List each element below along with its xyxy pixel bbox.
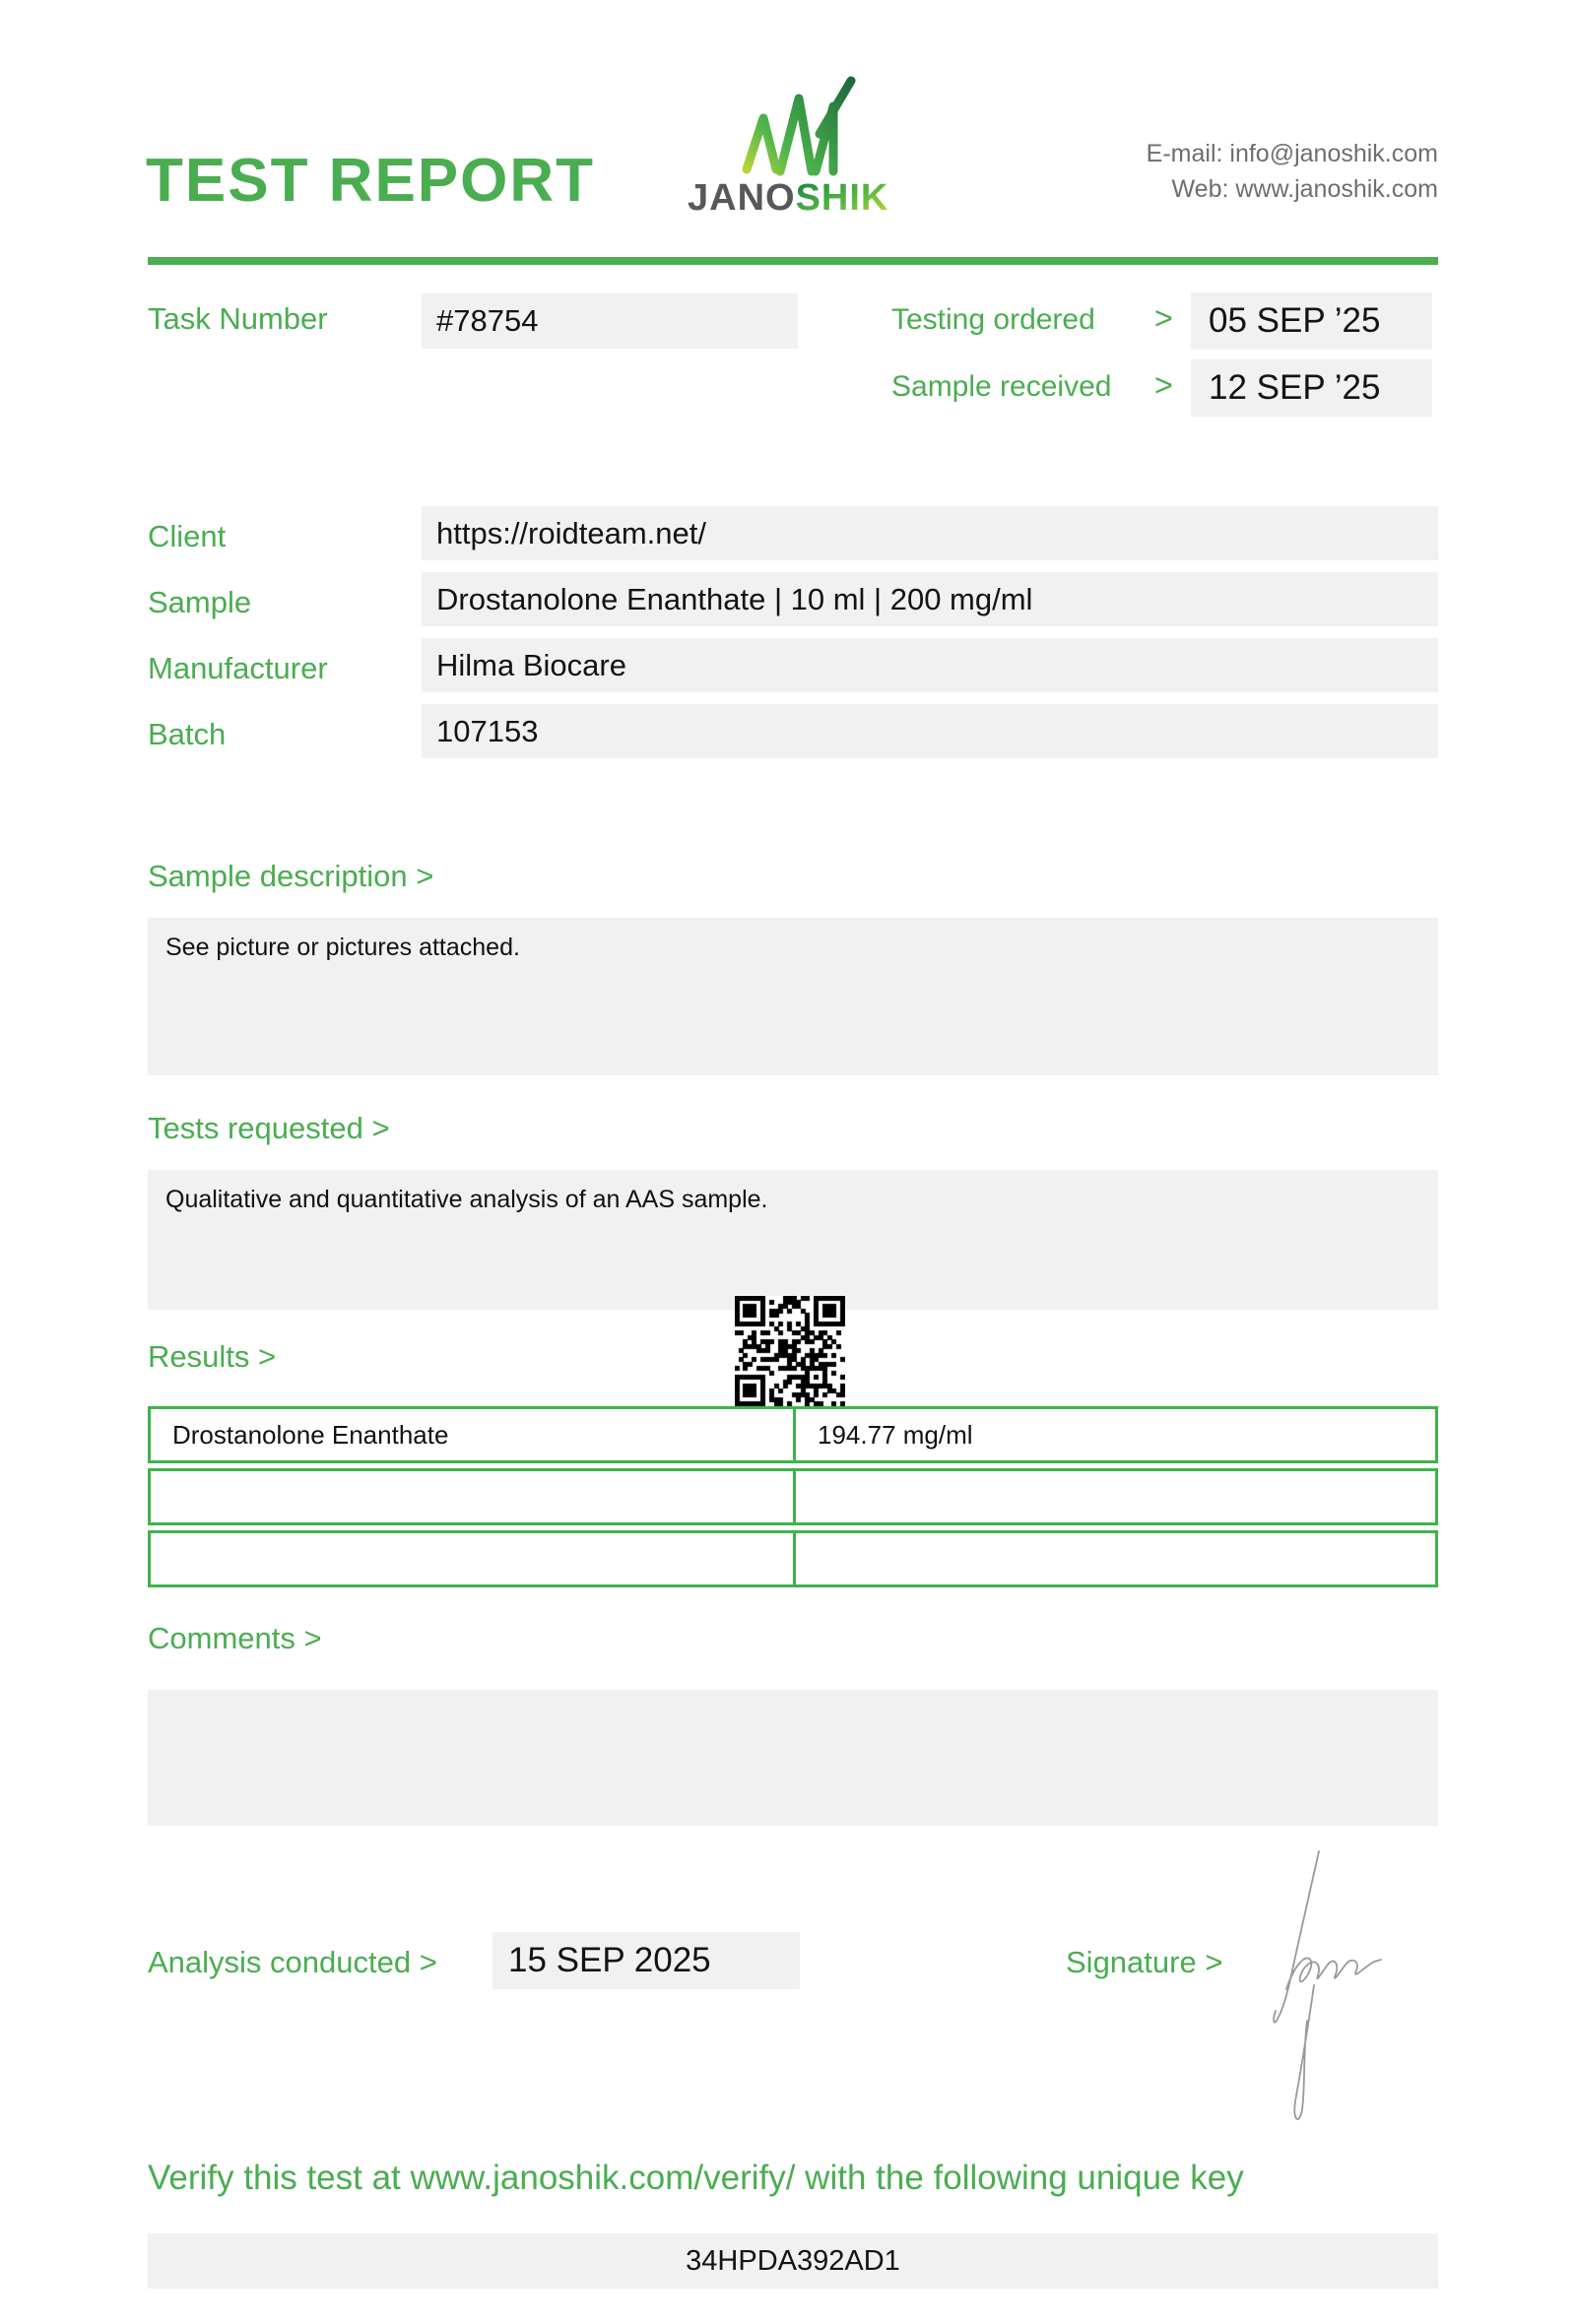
tests-requested-box: Qualitative and quantitative analysis of an AAS sample. bbox=[148, 1170, 1438, 1310]
contact-web: Web: www.janoshik.com bbox=[1171, 175, 1438, 203]
janoshik-logo-icon bbox=[737, 71, 859, 181]
contact-email: E-mail: info@janoshik.com bbox=[1146, 140, 1438, 167]
task-number-value: #78754 bbox=[422, 293, 798, 349]
signature-label: Signature > bbox=[1066, 1945, 1223, 1979]
result-value bbox=[796, 1471, 1435, 1522]
result-value: 194.77 mg/ml bbox=[818, 1419, 973, 1450]
analysis-conducted-date: 15 SEP 2025 bbox=[492, 1932, 800, 1989]
manufacturer-label: Manufacturer bbox=[148, 651, 328, 685]
results-heading: Results > bbox=[148, 1339, 277, 1374]
table-row bbox=[148, 1406, 1438, 1463]
client-value: https://roidteam.net/ bbox=[422, 506, 1438, 560]
tests-requested-heading: Tests requested > bbox=[148, 1111, 390, 1145]
sample-description-heading: Sample description > bbox=[148, 859, 434, 893]
sample-received-arrow: > bbox=[1154, 367, 1173, 403]
verify-instruction: Verify this test at www.janoshik.com/verify/ with the following unique key bbox=[148, 2159, 1244, 2197]
contact-block bbox=[1147, 136, 1438, 207]
result-substance bbox=[151, 1471, 796, 1522]
batch-value: 107153 bbox=[422, 704, 1438, 758]
table-row bbox=[148, 1468, 1438, 1525]
analysis-conducted-label: Analysis conducted > bbox=[148, 1945, 437, 1979]
sample-description-box: See picture or pictures attached. bbox=[148, 918, 1438, 1075]
sample-received-label: Sample received bbox=[891, 370, 1112, 403]
page-title: TEST REPORT bbox=[146, 147, 596, 215]
comments-heading: Comments > bbox=[148, 1621, 322, 1655]
sample-value: Drostanolone Enanthate | 10 ml | 200 mg/ml bbox=[422, 572, 1438, 626]
task-number-label: Task Number bbox=[148, 301, 328, 336]
unique-key: 34HPDA392AD1 bbox=[148, 2233, 1438, 2289]
result-substance: Drostanolone Enanthate bbox=[151, 1409, 796, 1460]
batch-label: Batch bbox=[148, 717, 227, 751]
results-table bbox=[148, 1406, 1438, 1592]
testing-ordered-arrow: > bbox=[1154, 300, 1173, 336]
wordmark-jano: JANO bbox=[688, 177, 796, 219]
table-row bbox=[148, 1530, 1438, 1587]
sample-label: Sample bbox=[148, 585, 252, 619]
comments-box bbox=[148, 1690, 1438, 1826]
result-substance bbox=[151, 1533, 796, 1584]
result-value bbox=[796, 1533, 1435, 1584]
testing-ordered-value: 05 SEP ’25 bbox=[1191, 292, 1432, 350]
manufacturer-value: Hilma Biocare bbox=[422, 638, 1438, 692]
qr-code bbox=[735, 1296, 845, 1406]
header-divider bbox=[148, 257, 1438, 265]
testing-ordered-label: Testing ordered bbox=[891, 303, 1095, 336]
wordmark-shik: SHIK bbox=[795, 177, 889, 219]
janoshik-wordmark bbox=[688, 177, 888, 220]
signature-image bbox=[1263, 1840, 1401, 2135]
client-label: Client bbox=[148, 519, 227, 553]
sample-received-value: 12 SEP ’25 bbox=[1191, 359, 1432, 417]
